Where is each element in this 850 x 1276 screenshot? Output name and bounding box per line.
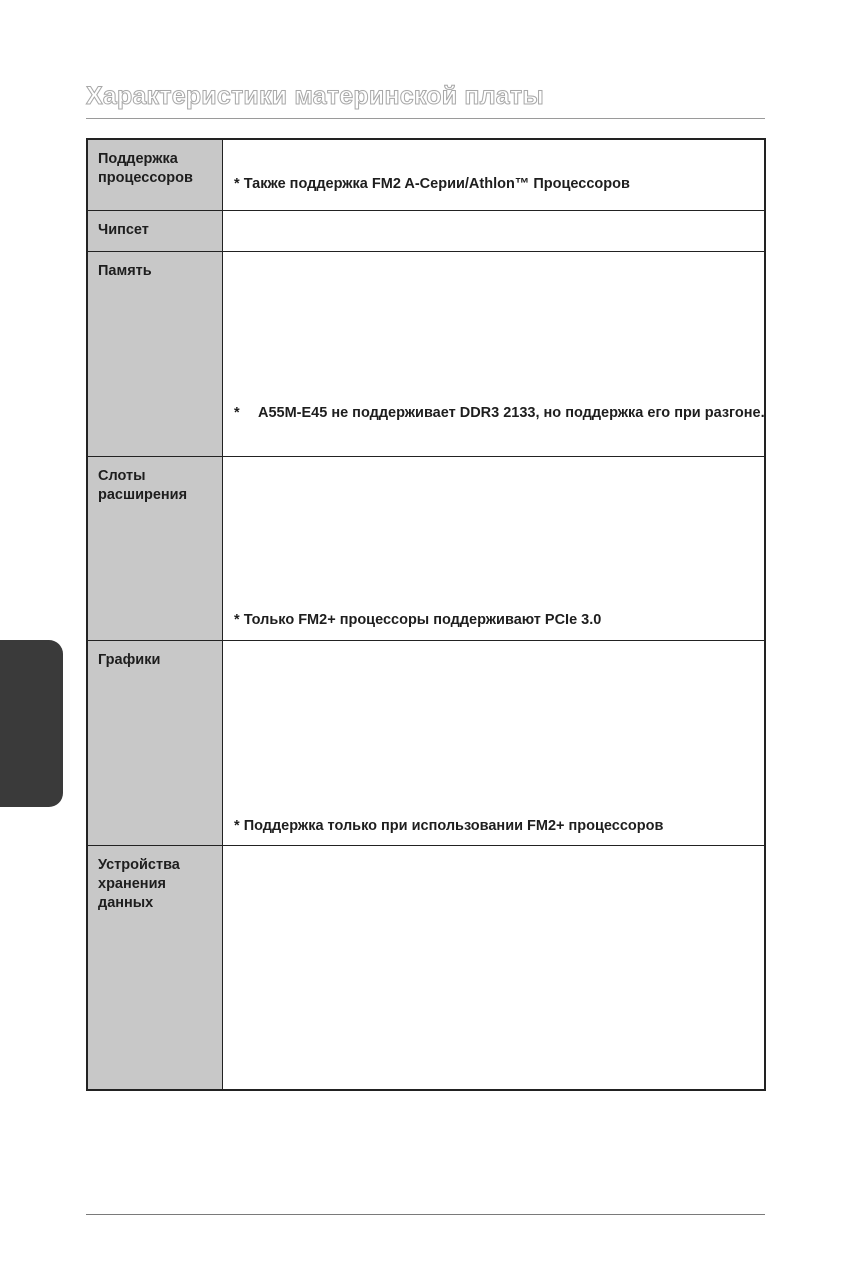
note-text: Поддержка только при использовании FM2+ процессоров bbox=[243, 818, 664, 834]
row-label-memory: Память bbox=[98, 263, 152, 279]
footer-divider bbox=[86, 1214, 765, 1215]
row-label-graphics: Графики bbox=[98, 652, 161, 668]
row-note-cpu bbox=[234, 175, 754, 194]
row-label-cpu: Поддержка процессоров bbox=[98, 151, 193, 186]
spec-row-cpu bbox=[88, 140, 764, 210]
row-note-graphics bbox=[234, 817, 754, 836]
title-divider bbox=[86, 118, 765, 119]
note-star: * bbox=[234, 405, 240, 421]
row-note-expansion bbox=[234, 611, 754, 630]
chapter-side-tab bbox=[0, 640, 63, 807]
spec-row-chipset bbox=[88, 211, 764, 251]
note-star: * bbox=[234, 612, 240, 628]
row-note-memory bbox=[234, 404, 778, 423]
spec-table bbox=[86, 138, 766, 1091]
note-text: Также поддержка FM2 A-Серии/Athlon™ Процессоров bbox=[243, 176, 630, 192]
note-text: Только FM2+ процессоры поддерживают PCIe 3.0 bbox=[243, 612, 602, 628]
spec-row-expansion bbox=[88, 457, 764, 640]
spec-row-graphics bbox=[88, 641, 764, 845]
note-text: A55M-E45 не поддерживает DDR3 2133, но поддержка его при разгоне. bbox=[258, 405, 765, 421]
row-label-chipset: Чипсет bbox=[98, 222, 149, 238]
note-star: * bbox=[234, 818, 240, 834]
spec-row-storage bbox=[88, 846, 764, 1089]
row-label-expansion: Слоты расширения bbox=[98, 468, 188, 503]
note-star: * bbox=[234, 176, 240, 192]
spec-row-memory bbox=[88, 252, 764, 456]
page-title: Характеристики материнской платы bbox=[86, 82, 544, 110]
row-label-storage: Устройства хранения данных bbox=[98, 857, 180, 911]
